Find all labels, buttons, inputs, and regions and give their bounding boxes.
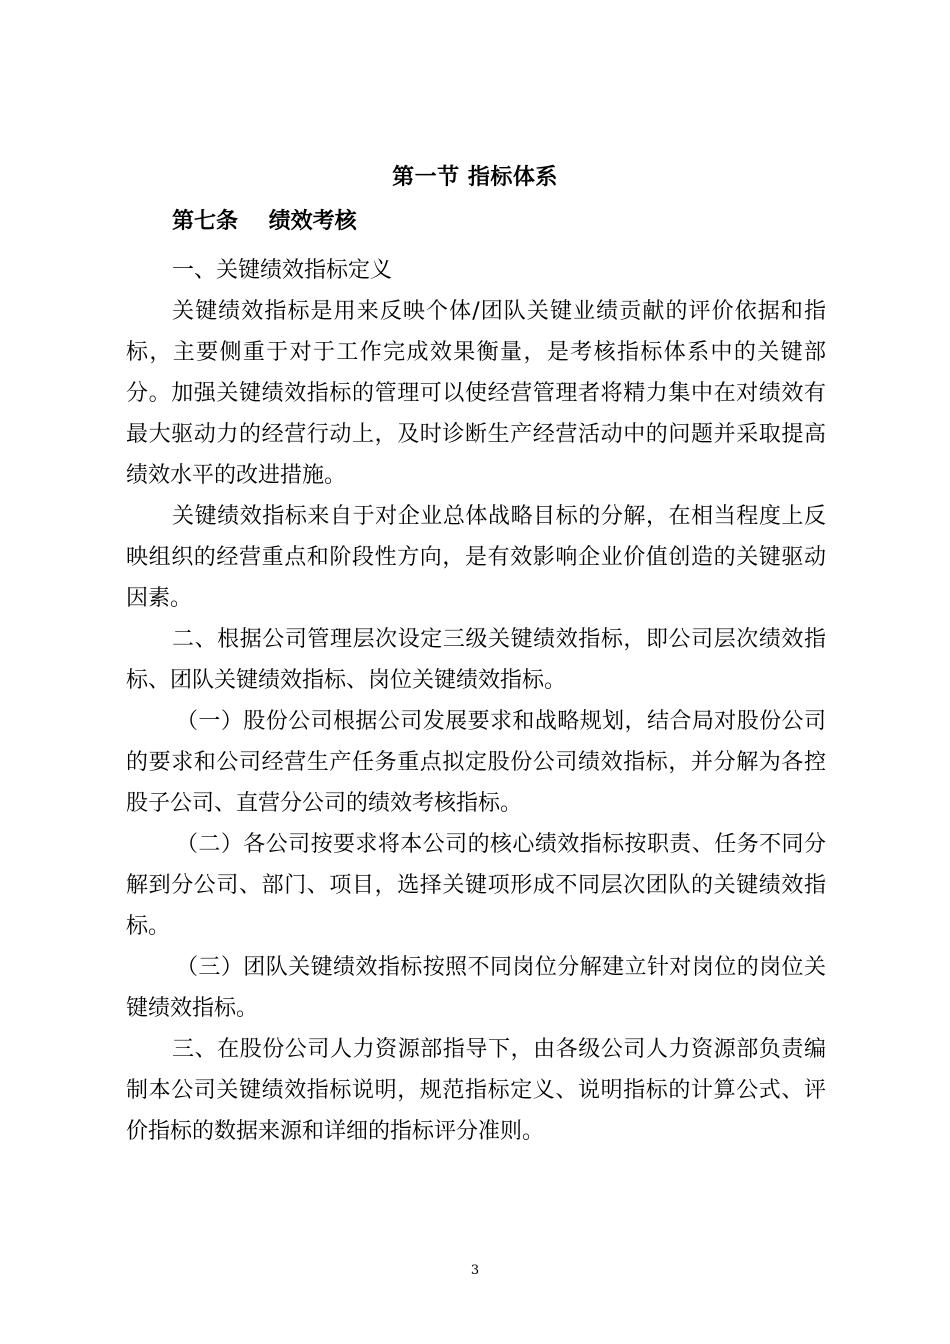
paragraph-kpi-source: 关键绩效指标来自于对企业总体战略目标的分解，在相当程度上反映组织的经营重点和阶段性方向，是有效影响企业价值创造的关键驱动因素。 (126, 504, 826, 611)
paragraph-item-two: （二）各公司按要求将本公司的核心绩效指标按职责、任务不同分解到分公司、部门、项目，选择关键项形成不同层次团队的关键绩效指标。 (126, 832, 826, 939)
paragraph-kpi-definition: 关键绩效指标是用来反映个体/团队关键业绩贡献的评价依据和指标，主要侧重于对于工作完成效果衡量，是考核指标体系中的关键部分。加强关键绩效指标的管理可以使经营管理者将精力集中在对绩效有最大驱动力的经营行动上，及时诊断生产经营活动中的问题并采取提高绩效水平的改进措施。 (126, 299, 826, 488)
document-body (126, 250, 826, 1152)
paragraph-hr-responsibility: 三、在股份公司人力资源部指导下，由各级公司人力资源部负责编制本公司关键绩效指标说明，规范指标定义、说明指标的计算公式、评价指标的数据来源和详细的指标评分准则。 (126, 1037, 826, 1144)
paragraph-item-three: （三）团队关键绩效指标按照不同岗位分解建立针对岗位的岗位关键绩效指标。 (126, 955, 826, 1021)
paragraph-kpi-definition-heading: 一、关键绩效指标定义 (172, 258, 393, 283)
section-title: 第一节 指标体系 (392, 165, 558, 190)
paragraph-item-one: （一）股份公司根据公司发展要求和战略规划，结合局对股份公司的要求和公司经营生产任务重点拟定股份公司绩效指标，并分解为各控股子公司、直营分公司的绩效考核指标。 (126, 709, 826, 816)
article-heading: 第七条 绩效考核 (172, 209, 357, 234)
page-number: 3 (470, 1263, 480, 1278)
paragraph-three-level-kpi: 二、根据公司管理层次设定三级关键绩效指标，即公司层次绩效指标、团队关键绩效指标、岗位关键绩效指标。 (126, 627, 826, 693)
